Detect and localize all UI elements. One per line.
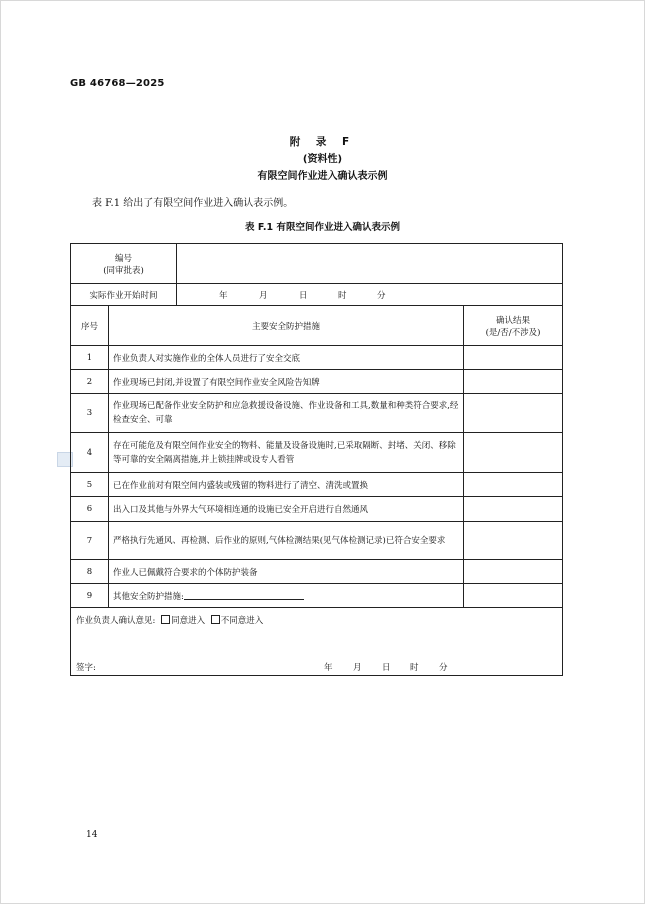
row-number: 2 [71, 370, 109, 394]
row-measure-other [109, 584, 464, 608]
row-result-cell[interactable] [464, 394, 563, 433]
row-number: 3 [71, 394, 109, 433]
time-unit-minute: 分 [377, 290, 386, 301]
start-time-row [71, 284, 563, 306]
other-measures-label: 其他安全防护措施: [113, 591, 184, 602]
time-unit-year: 年 [219, 290, 228, 301]
row-number: 1 [71, 346, 109, 370]
table-caption: 表 F.1 有限空间作业进入确认表示例 [245, 222, 400, 233]
table-row [71, 370, 563, 394]
row-result-cell[interactable] [464, 433, 563, 473]
sign-unit-day: 日 [382, 663, 391, 673]
row-number: 4 [71, 433, 109, 473]
row-measure: 作业现场已配备作业安全防护和应急救援设备设施、作业设备和工具,数量和种类符合要求,经检查安全、可靠 [109, 394, 464, 433]
row-measure: 作业现场已封闭,并设置了有限空间作业安全风险告知牌 [109, 370, 464, 394]
time-unit-hour: 时 [338, 290, 347, 301]
column-header-measures: 主要安全防护措施 [109, 306, 464, 346]
number-label: 编号 [115, 253, 133, 264]
row-result-cell[interactable] [464, 584, 563, 608]
appendix-subtitle: 有限空间作业进入确认表示例 [257, 171, 388, 182]
row-measure: 严格执行先通风、再检测、后作业的原则,气体检测结果(见气体检测记录)已符合安全要求 [109, 522, 464, 560]
row-measure: 已在作业前对有限空间内盛装或残留的物料进行了清空、清洗或置换 [109, 473, 464, 497]
start-time-label: 实际作业开始时间 [71, 284, 177, 306]
table-row [71, 394, 563, 433]
row-result-cell[interactable] [464, 370, 563, 394]
number-value-cell[interactable] [177, 244, 563, 284]
table-row [71, 497, 563, 522]
page-number: 14 [86, 830, 98, 840]
table-row [71, 346, 563, 370]
row-number: 6 [71, 497, 109, 522]
time-unit-day: 日 [299, 290, 308, 301]
appendix-nature: (资料性) [302, 154, 343, 165]
sign-unit-hour: 时 [410, 663, 419, 673]
appendix-title: 附 录 F [289, 136, 356, 148]
row-number: 9 [71, 584, 109, 608]
sign-label: 签字: [76, 663, 96, 673]
row-result-cell[interactable] [464, 522, 563, 560]
sign-line [76, 661, 557, 675]
number-label-cell [71, 244, 177, 284]
row-result-cell[interactable] [464, 497, 563, 522]
opinion-line [76, 614, 557, 626]
other-measures-input[interactable] [184, 590, 304, 600]
row-result-cell[interactable] [464, 346, 563, 370]
agree-checkbox[interactable] [161, 615, 170, 624]
table-row [71, 560, 563, 584]
sign-unit-minute: 分 [439, 663, 448, 673]
row-measure: 存在可能危及有限空间作业安全的物料、能量及设备设施时,已采取隔断、封堵、关闭、移除等可靠的安全隔离措施,并上锁挂牌或设专人看管 [109, 433, 464, 473]
row-result-cell[interactable] [464, 560, 563, 584]
row-number: 5 [71, 473, 109, 497]
confirmation-form-table [70, 243, 563, 676]
signature-row [71, 608, 563, 676]
table-row [71, 473, 563, 497]
sign-unit-month: 月 [353, 663, 362, 673]
time-unit-month: 月 [259, 290, 268, 301]
column-header-seq: 序号 [71, 306, 109, 346]
opinion-label: 作业负责人确认意见: [76, 616, 156, 626]
result-label: 确认结果 [496, 315, 531, 326]
column-header-row [71, 306, 563, 346]
disagree-checkbox[interactable] [211, 615, 220, 624]
number-sub-label: (同审批表) [103, 265, 144, 276]
agree-label: 同意进入 [171, 616, 206, 626]
row-measure: 出入口及其他与外界大气环境相连通的设施已安全开启进行自然通风 [109, 497, 464, 522]
column-header-result [464, 306, 563, 346]
disagree-label: 不同意进入 [220, 616, 264, 626]
row-number: 7 [71, 522, 109, 560]
row-number: 8 [71, 560, 109, 584]
table-row [71, 522, 563, 560]
sign-unit-year: 年 [324, 663, 333, 673]
standard-code: GB 46768—2025 [70, 78, 165, 89]
number-row [71, 244, 563, 284]
signature-cell [71, 608, 563, 676]
row-measure: 作业人已佩戴符合要求的个体防护装备 [109, 560, 464, 584]
row-result-cell[interactable] [464, 473, 563, 497]
intro-paragraph: 表 F.1 给出了有限空间作业进入确认表示例。 [92, 198, 294, 209]
result-options: (是/否/不涉及) [485, 327, 541, 338]
table-row [71, 433, 563, 473]
table-row [71, 584, 563, 608]
start-time-value-cell[interactable] [177, 284, 563, 306]
row-measure: 作业负责人对实施作业的全体人员进行了安全交底 [109, 346, 464, 370]
